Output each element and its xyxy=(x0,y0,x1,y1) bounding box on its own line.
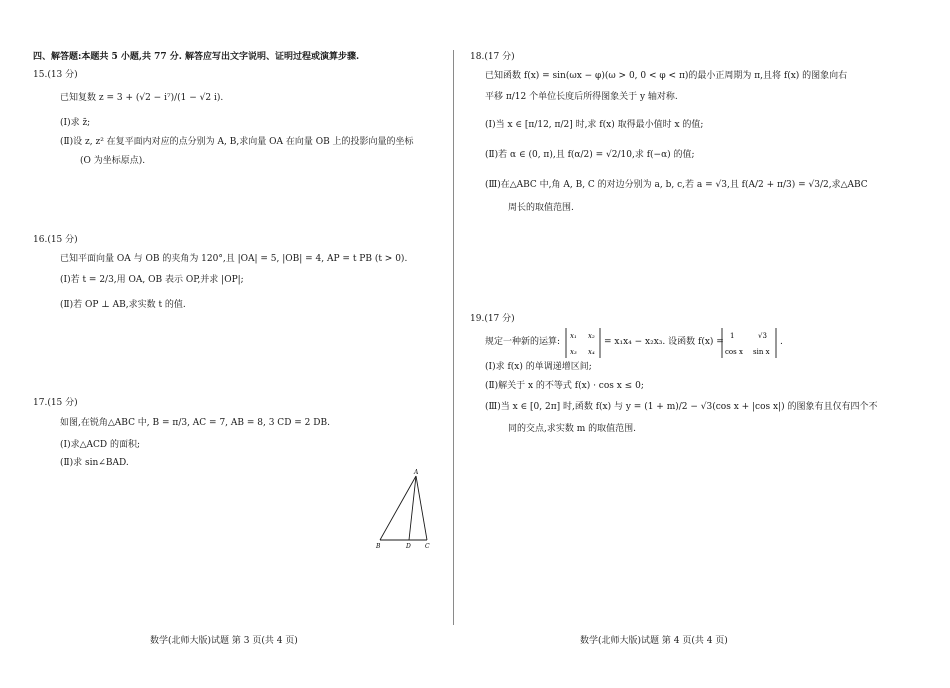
q18-part3-cont: 周长的取值范围. xyxy=(508,203,574,213)
q15-header: 15.(13 分) xyxy=(33,70,78,80)
side-ab xyxy=(380,476,416,540)
label-d: D xyxy=(406,543,411,550)
footer-page-4: 数学(北师大版)试题 第 4 页(共 4 页) xyxy=(580,636,728,646)
q15-stem: 已知复数 z = 3 + (√2 − i⁷)/(1 − √2 i). xyxy=(60,93,224,103)
footer-page-3: 数学(北师大版)试题 第 3 页(共 4 页) xyxy=(150,636,298,646)
det1-c: x₃ xyxy=(570,348,577,356)
q16-header: 16.(15 分) xyxy=(33,235,78,245)
det1-a: x₁ xyxy=(570,332,577,340)
q17-stem: 如图,在锐角△ABC 中, B = π/3, AC = 7, AB = 8, 3 CD = 2 DB. xyxy=(60,418,330,428)
q19-header: 19.(17 分) xyxy=(470,314,515,324)
section-header: 四、解答题:本题共 5 小题,共 77 分. 解答应写出文字说明、证明过程或演算步骤. xyxy=(33,52,360,62)
q17-part1: (Ⅰ)求△ACD 的面积; xyxy=(60,440,140,450)
det2-d: sin x xyxy=(753,348,770,356)
q18-part1: (Ⅰ)当 x ∈ [π/12, π/2] 时,求 f(x) 取得最小值时 x 的值; xyxy=(485,120,704,130)
determinant-definition xyxy=(564,326,602,360)
q15-part2: (Ⅱ)设 z, z² 在复平面内对应的点分别为 A, B,求向量 OA 在向量 OB 上的投影向量的坐标 xyxy=(60,137,414,147)
label-c: C xyxy=(425,543,430,550)
q15-part1: (Ⅰ)求 z̄; xyxy=(60,118,91,128)
q17-header: 17.(15 分) xyxy=(33,398,78,408)
q18-part2: (Ⅱ)若 α ∈ (0, π),且 f(α/2) = √2/10,求 f(−α) 的值; xyxy=(485,150,695,160)
q18-stem-line1: 已知函数 f(x) = sin(ωx − φ)(ω > 0, 0 < φ < π)的最小正周期为 π,且将 f(x) 的图象向右 xyxy=(485,71,848,81)
q19-stem-mid: = x₁x₄ − x₂x₃. 设函数 f(x) = xyxy=(604,337,724,347)
q16-part2: (Ⅱ)若 OP ⊥ AB,求实数 t 的值. xyxy=(60,300,186,310)
q19-stem-end: . xyxy=(780,337,783,347)
det2-b: √3 xyxy=(758,332,767,340)
label-b: B xyxy=(376,543,381,550)
q17-part2: (Ⅱ)求 sin∠BAD. xyxy=(60,458,129,468)
q19-part1: (Ⅰ)求 f(x) 的单调递增区间; xyxy=(485,362,592,372)
det2-c: cos x xyxy=(725,348,743,356)
q19-stem-prefix: 规定一种新的运算: xyxy=(485,337,561,347)
det2-a: 1 xyxy=(730,332,735,340)
q19-part3-cont: 同的交点,求实数 m 的取值范围. xyxy=(508,424,636,434)
det1-b: x₂ xyxy=(588,332,595,340)
q18-stem-line2: 平移 π/12 个单位长度后所得图象关于 y 轴对称. xyxy=(485,92,678,102)
page-divider xyxy=(453,50,454,625)
side-ac xyxy=(416,476,427,540)
q16-stem: 已知平面向量 OA 与 OB 的夹角为 120°,且 |OA| = 5, |OB| = 4, AP = t PB (t > 0). xyxy=(60,254,408,264)
determinant-function xyxy=(720,326,778,360)
right-page xyxy=(470,0,950,688)
det1-d: x₄ xyxy=(588,348,595,356)
q15-part2-cont: (O 为坐标原点). xyxy=(80,156,146,166)
triangle-figure xyxy=(370,468,440,552)
q18-header: 18.(17 分) xyxy=(470,52,515,62)
left-page xyxy=(0,0,470,688)
q19-part2: (Ⅱ)解关于 x 的不等式 f(x) · cos x ≤ 0; xyxy=(485,381,644,391)
segment-ad xyxy=(409,476,416,540)
q18-part3: (Ⅲ)在△ABC 中,角 A, B, C 的对边分别为 a, b, c,若 a = √3,且 f(A/2 + π/3) = √3/2,求△ABC xyxy=(485,180,868,190)
q19-part3: (Ⅲ)当 x ∈ [0, 2π] 时,函数 f(x) 与 y = (1 + m)/2 − √3(cos x + |cos x|) 的图象有且仅有四个不 xyxy=(485,402,878,412)
label-a: A xyxy=(414,469,419,476)
q16-part1: (Ⅰ)若 t = 2/3,用 OA, OB 表示 OP,并求 |OP|; xyxy=(60,275,244,285)
